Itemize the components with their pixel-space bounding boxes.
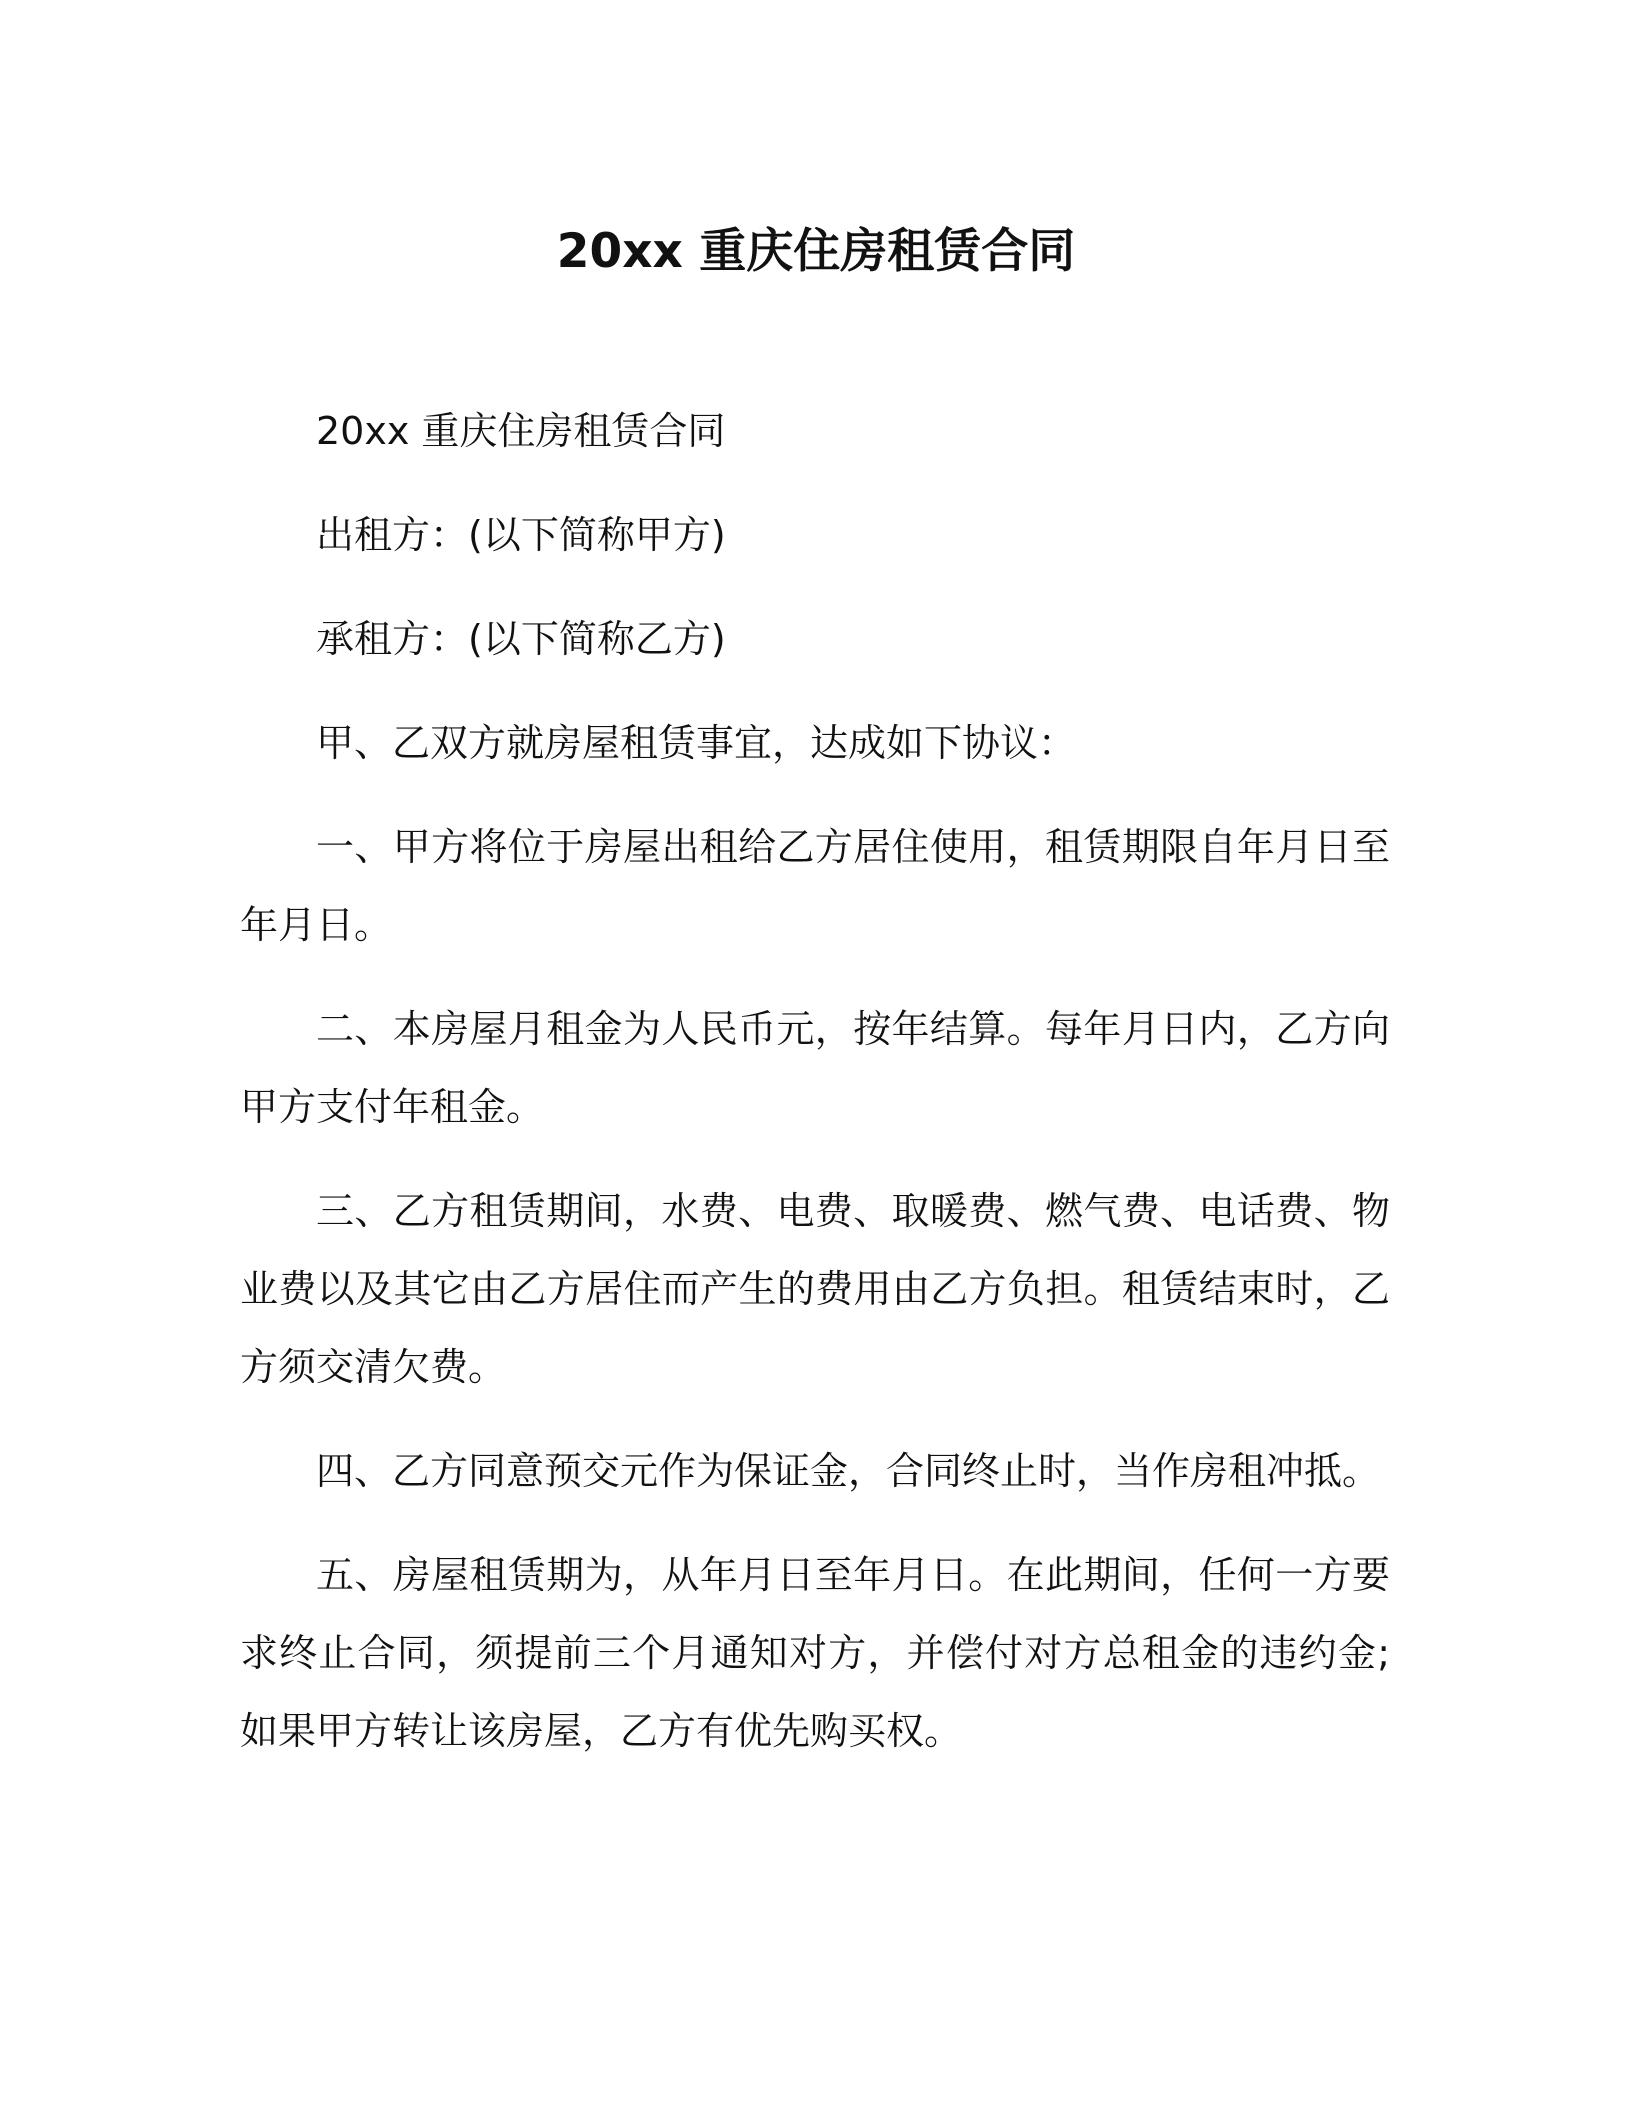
paragraph-clause-2: 二、本房屋月租金为人民币元，按年结算。每年月日内，乙方向甲方支付年租金。 (240, 1007, 1390, 1129)
paragraph-clause-3: 三、乙方租赁期间，水费、电费、取暖费、燃气费、电话费、物业费以及其它由乙方居住而产生的费用由乙方负担。租赁结束时，乙方须交清欠费。 (240, 1189, 1390, 1389)
paragraph-lessee: 承租方：(以下简称乙方) (316, 617, 726, 661)
document-body (240, 392, 1390, 1796)
paragraph-agreement-intro: 甲、乙双方就房屋租赁事宜，达成如下协议： (316, 721, 1077, 765)
paragraph-clause-5: 五、房屋租赁期为，从年月日至年月日。在此期间，任何一方要求终止合同，须提前三个月通知对方，并偿付对方总租金的违约金;如果甲方转让该房屋，乙方有优先购买权。 (240, 1553, 1390, 1753)
document-title: 20xx 重庆住房租赁合同 (556, 224, 1076, 279)
paragraph-lessor: 出租方：(以下简称甲方) (316, 513, 726, 557)
paragraph-contract-name: 20xx 重庆住房租赁合同 (316, 409, 726, 453)
paragraph-clause-1: 一、甲方将位于房屋出租给乙方居住使用，租赁期限自年月日至年月日。 (240, 825, 1390, 947)
paragraph-clause-4: 四、乙方同意预交元作为保证金，合同终止时，当作房租冲抵。 (316, 1449, 1381, 1493)
